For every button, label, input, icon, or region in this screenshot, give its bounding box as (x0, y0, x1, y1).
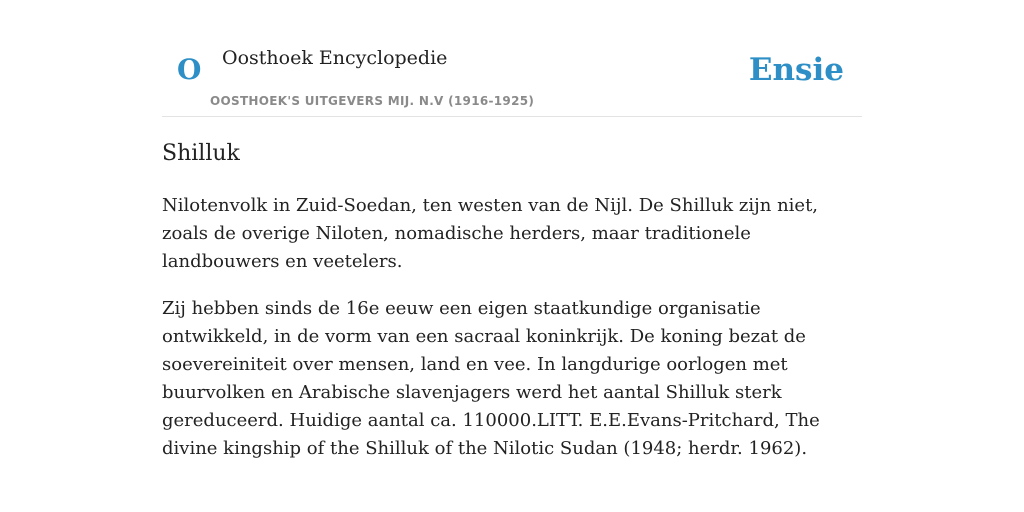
article (162, 138, 862, 463)
article-title: Shilluk (162, 141, 240, 166)
source-subtitle: OOSTHOEK'S UITGEVERS MIJ. N.V (1916-1925) (210, 94, 535, 108)
source-header (162, 0, 862, 117)
brand-logo[interactable]: Ensie (748, 52, 844, 88)
article-paragraph: Zij hebben sinds de 16e eeuw een eigen staatkundige organisatie ontwikkeld, in de vorm van een sacraal koninkrijk. De koning bezat de soevereiniteit over mensen, land en vee. In langdurige oorlogen met buurvolken en Arabische slavenjagers werd het aantal Shilluk sterk gereduceerd. Huidige aantal ca. 110000.LITT. E.E.Evans-Pritchard, The divine kingship of the Shilluk of the Nilotic Sudan (1948; herdr. 1962). (162, 298, 820, 459)
article-paragraph: Nilotenvolk in Zuid-Soedan, ten westen van de Nijl. De Shilluk zijn niet, zoals de overige Niloten, nomadische herders, maar traditionele landbouwers en veetelers. (162, 195, 819, 272)
source-logo[interactable]: O (177, 53, 202, 86)
source-title[interactable]: Oosthoek Encyclopedie (222, 47, 448, 69)
